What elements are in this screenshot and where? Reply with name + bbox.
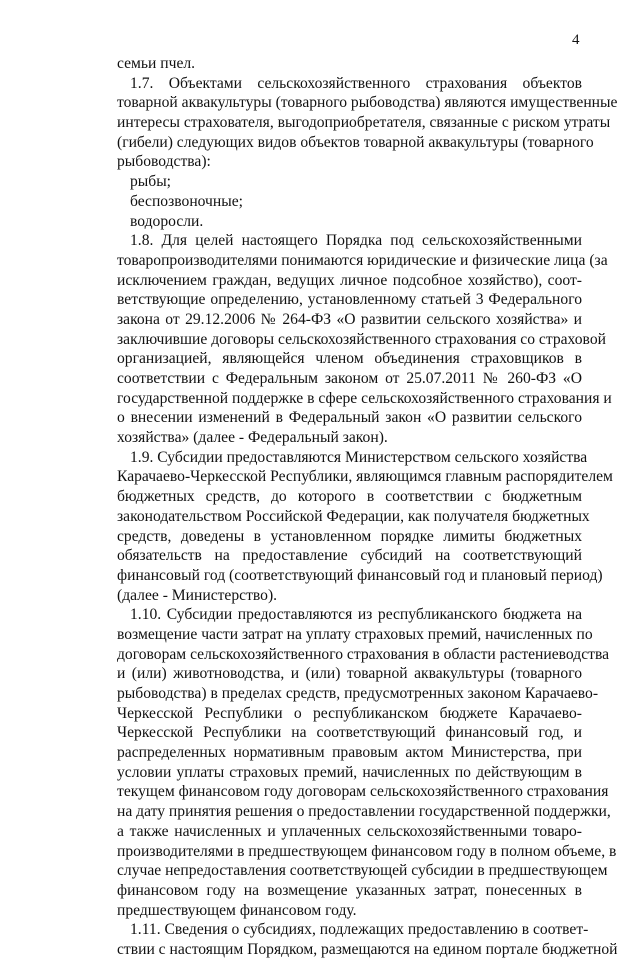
text-line: финансовом году на возмещение указанных затрат, понесенных в — [117, 881, 582, 899]
text-line: государственной поддержке в сфере сельскохозяйственного страхования и — [117, 389, 612, 407]
text-line: на дату принятия решения о предоставлении государственной поддержки, — [117, 803, 611, 821]
text-line: возмещение части затрат на уплату страховых премий, начисленных по — [117, 625, 593, 643]
text-line: обязательств на предоставление субсидий на соответствующий — [117, 547, 582, 565]
text-line: условии уплаты страховых премий, начисленных по действующим в — [117, 763, 582, 781]
text-line: (далее - Министерство). — [117, 586, 278, 604]
text-line: предшествующем финансовом году. — [117, 901, 357, 919]
text-line: семьи пчел. — [117, 55, 196, 72]
text-line: беспозвоночные; — [130, 192, 243, 210]
text-line: исключением граждан, ведущих личное подсобное хозяйство), соот- — [117, 271, 582, 289]
text-line: 1.9. Субсидии предоставляются Министерством сельского хозяйства — [130, 448, 588, 466]
text-line: 1.11. Сведения о субсидиях, подлежащих предоставлению в соответ- — [130, 921, 589, 939]
text-line: 1.10. Субсидии предоставляются из республиканского бюджета на — [130, 606, 582, 624]
text-line: 1.7. Объектами сельскохозяйственного страхования объектов — [130, 74, 582, 92]
text-line: бюджетных средств, до которого в соответствии с бюджетным — [117, 488, 582, 506]
text-line: рыбоводства) в пределах средств, предусмотренных законом Карачаево- — [117, 685, 599, 702]
text-line: рыбы; — [130, 173, 172, 191]
text-line: ствии с настоящим Порядком, размещаются на едином портале бюджетной — [117, 940, 618, 958]
text-line: текущем финансовом году договорам сельскохозяйственного страхования — [117, 783, 609, 801]
text-line: (гибели) следующих видов объектов товарной аквакультуры (товарного — [117, 133, 594, 151]
text-line: 1.8. Для целей настоящего Порядка под сельскохозяйственными — [130, 232, 582, 250]
text-line: ветствующие определению, установленному статьей 3 Федерального — [117, 291, 582, 309]
text-line: о внесении изменений в Федеральный закон «О развитии сельского — [117, 409, 582, 427]
text-line: интересы страхователя, выгодоприобретателя, связанные с риском утраты — [117, 114, 611, 132]
text-line: организацией, являющейся членом объединения страховщиков в — [117, 350, 582, 368]
text-line: соответствии с Федеральным законом от 25.07.2011 № 260-ФЗ «О — [117, 370, 582, 387]
text-line: рыбоводства): — [117, 153, 211, 171]
text-line: товаропроизводителями понимаются юридические и физические лица (за — [117, 251, 608, 269]
text-line: а также начисленных и уплаченных сельскохозяйственными товаро- — [117, 822, 582, 840]
text-line: производителями в предшествующем финансовом году в полном объеме, в — [117, 842, 617, 860]
text-line: договорам сельскохозяйственного страхования в области растениеводства — [117, 645, 610, 663]
text-line: распределенных нормативным правовым актом Министерства, при — [117, 744, 582, 762]
text-line: и (или) животноводства, и (или) товарной аквакультуры (товарного — [117, 665, 582, 683]
text-line: хозяйства» (далее - Федеральный закон). — [117, 429, 388, 447]
document-body — [117, 54, 618, 960]
text-line: Черкесской Республики на соответствующий финансовый год, и — [117, 724, 582, 742]
text-line: водоросли. — [130, 212, 204, 230]
text-line: заключившие договоры сельскохозяйственного страхования со страховой — [117, 330, 606, 348]
text-line: законодательством Российской Федерации, как получателя бюджетных — [117, 507, 590, 525]
text-line: Карачаево-Черкесской Республики, являющимся главным распорядителем — [117, 468, 613, 486]
text-line: товарной аквакультуры (товарного рыбоводства) являются имущественные — [117, 94, 618, 112]
page-number: 4 — [572, 32, 580, 48]
text-line: финансовый год (соответствующий финансовый год и плановый период) — [117, 566, 603, 584]
text-line: закона от 29.12.2006 № 264-ФЗ «О развитии сельского хозяйства» и — [117, 310, 582, 328]
text-line: случае непредоставления соответствующей субсидии в предшествующем — [117, 862, 608, 880]
text-line: Черкесской Республики о республиканском бюджете Карачаево- — [117, 704, 582, 722]
text-line: средств, доведены в установленном порядке лимиты бюджетных — [117, 527, 582, 545]
